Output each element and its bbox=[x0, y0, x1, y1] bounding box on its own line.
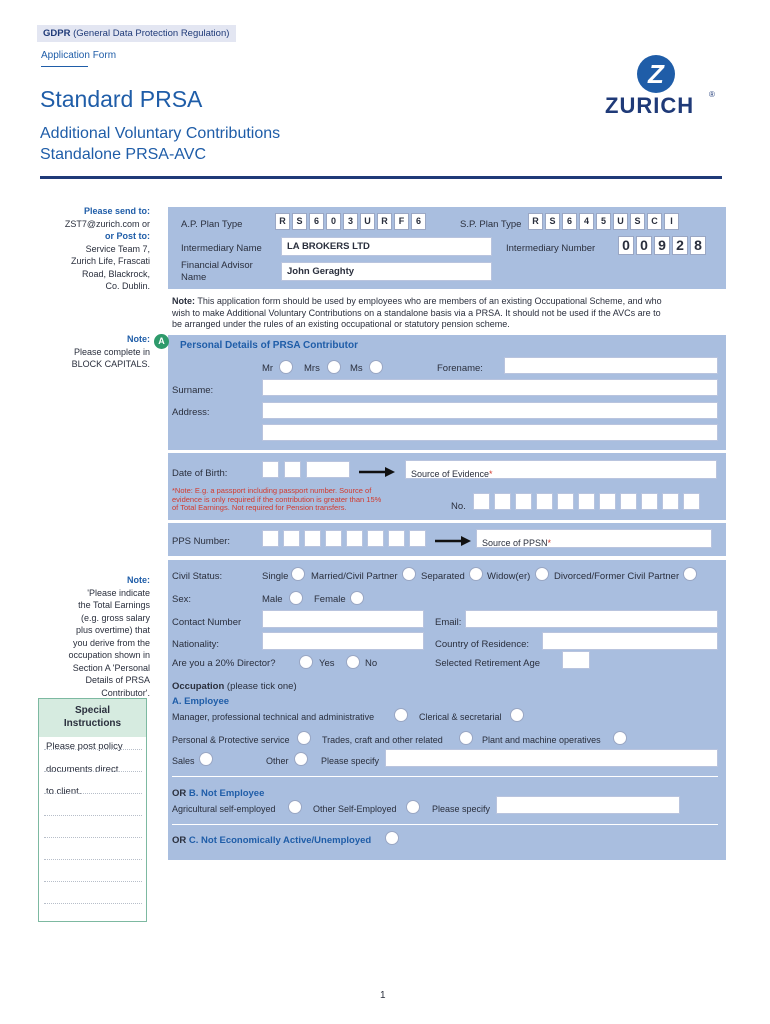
or-post-label: or Post to: bbox=[105, 231, 150, 241]
pps-number-box[interactable] bbox=[409, 530, 426, 547]
evidence-number-box[interactable] bbox=[620, 493, 637, 510]
dob-day-box[interactable] bbox=[262, 461, 279, 478]
instructions-rule bbox=[44, 815, 142, 816]
separated-radio[interactable] bbox=[469, 567, 483, 581]
address-field-line1[interactable] bbox=[262, 402, 718, 419]
male-label: Male bbox=[262, 594, 283, 605]
address-line: Zurich Life, Frascati bbox=[70, 256, 150, 266]
note-line: Details of PRSA bbox=[85, 675, 150, 685]
ap-plan-char[interactable]: U bbox=[360, 213, 375, 230]
mr-radio[interactable] bbox=[279, 360, 293, 374]
ap-plan-type-label: A.P. Plan Type bbox=[181, 219, 243, 230]
intermediary-number-label: Intermediary Number bbox=[506, 243, 596, 254]
not-active-heading: OR C. Not Economically Active/Unemployed bbox=[172, 835, 372, 846]
civil-status-label: Civil Status: bbox=[172, 571, 223, 582]
agricultural-label: Agricultural self-employed bbox=[172, 804, 276, 814]
mr-label: Mr bbox=[262, 363, 274, 374]
pps-number-box[interactable] bbox=[304, 530, 321, 547]
ap-plan-char[interactable]: R bbox=[377, 213, 392, 230]
header-rule bbox=[40, 176, 722, 179]
note-label: Note: bbox=[127, 575, 150, 585]
female-radio[interactable] bbox=[350, 591, 364, 605]
pps-number-box[interactable] bbox=[367, 530, 384, 547]
ap-plan-char[interactable]: 6 bbox=[309, 213, 324, 230]
evidence-number-box[interactable] bbox=[599, 493, 616, 510]
agricultural-radio[interactable] bbox=[288, 800, 302, 814]
ap-plan-char[interactable]: S bbox=[292, 213, 307, 230]
instructions-rule bbox=[44, 771, 142, 772]
evidence-number-box[interactable] bbox=[473, 493, 490, 510]
intermediary-number-digit[interactable]: 8 bbox=[690, 236, 706, 255]
separated-label: Separated bbox=[421, 571, 465, 582]
sp-plan-char[interactable]: S bbox=[545, 213, 560, 230]
protective-label: Personal & Protective service bbox=[172, 735, 290, 745]
instructions-rule bbox=[44, 881, 142, 882]
not-employee-heading: OR B. Not Employee bbox=[172, 788, 265, 799]
plant-radio[interactable] bbox=[613, 731, 627, 745]
application-note: Note: This application form should be used by employees who are members of an existing Occupational Scheme, and who wish to make Additional Voluntary Contributions on a standalone basis via a PRSA. It should not be used if the AVCs are to be arranged under the rules of an existing occupational or statutory pension scheme. bbox=[172, 296, 662, 329]
earnings-note bbox=[40, 574, 150, 699]
dob-year-box[interactable] bbox=[306, 461, 350, 478]
ms-radio[interactable] bbox=[369, 360, 383, 374]
intermediary-number-digit[interactable]: 2 bbox=[672, 236, 688, 255]
special-instructions-heading: Special Instructions bbox=[39, 699, 146, 737]
contact-number-label: Contact Number bbox=[172, 617, 242, 628]
dob-label: Date of Birth: bbox=[172, 468, 228, 479]
evidence-note: *Note: E.g. a passport including passport number. Source of evidence is only required if the contribution is greater than 15% of Total Earnings. Not required for Pension transfers. bbox=[172, 486, 382, 512]
sp-plan-char[interactable]: U bbox=[613, 213, 628, 230]
evidence-number-box[interactable] bbox=[578, 493, 595, 510]
application-form-underline bbox=[41, 66, 88, 67]
source-of-ppsn-field[interactable] bbox=[476, 529, 712, 548]
pps-label: PPS Number: bbox=[172, 536, 231, 547]
ap-plan-char[interactable]: F bbox=[394, 213, 409, 230]
please-specify-label: Please specify bbox=[321, 756, 380, 766]
instructions-rule bbox=[44, 903, 142, 904]
special-instructions-line: to client. bbox=[46, 786, 82, 797]
special-instructions-line: documents direct bbox=[46, 764, 119, 775]
surname-field[interactable] bbox=[262, 379, 718, 396]
instructions-rule bbox=[44, 859, 142, 860]
financial-advisor-label: Financial Advisor Name bbox=[181, 260, 253, 283]
protective-radio[interactable] bbox=[297, 731, 311, 745]
sp-plan-char[interactable]: 4 bbox=[579, 213, 594, 230]
forename-field[interactable] bbox=[504, 357, 718, 374]
evidence-number-box[interactable] bbox=[557, 493, 574, 510]
contact-number-field[interactable] bbox=[262, 610, 424, 628]
address-label: Address: bbox=[172, 407, 210, 418]
details-panel bbox=[168, 560, 726, 860]
self-employed-specify-field[interactable] bbox=[496, 796, 680, 814]
special-instructions-line: Please post policy bbox=[46, 741, 123, 752]
occupation-divider bbox=[172, 776, 718, 777]
note-line: (e.g. gross salary bbox=[80, 612, 150, 623]
sp-plan-char[interactable]: C bbox=[647, 213, 662, 230]
instructions-rule bbox=[44, 837, 142, 838]
note-line: occupation shown in bbox=[68, 650, 150, 660]
ap-plan-char[interactable]: 6 bbox=[411, 213, 426, 230]
single-label: Single bbox=[262, 571, 289, 582]
not-active-radio[interactable] bbox=[385, 831, 399, 845]
occupation-divider bbox=[172, 824, 718, 825]
evidence-no-label: No. bbox=[451, 501, 466, 512]
divorced-label: Divorced/Former Civil Partner bbox=[554, 571, 680, 582]
address-line: Co. Dublin. bbox=[105, 281, 150, 291]
evidence-number-boxes bbox=[473, 493, 700, 510]
gdpr-tag: GDPR (General Data Protection Regulation) bbox=[37, 25, 236, 42]
send-email: ZST7@zurich.com or bbox=[64, 218, 150, 229]
sp-plan-char[interactable]: S bbox=[630, 213, 645, 230]
other-specify-field[interactable] bbox=[385, 749, 718, 767]
other-radio[interactable] bbox=[294, 752, 308, 766]
source-of-ppsn-label: Source of PPSN bbox=[482, 538, 548, 548]
director-label: Are you a 20% Director? bbox=[172, 658, 276, 669]
page-number: 1 bbox=[380, 990, 386, 1001]
instructions-rule bbox=[44, 793, 142, 794]
note-line: the Total Earnings bbox=[78, 600, 150, 610]
nationality-label: Nationality: bbox=[172, 639, 219, 650]
section-a-title: Personal Details of PRSA Contributor bbox=[180, 340, 358, 351]
clerical-label: Clerical & secretarial bbox=[419, 712, 502, 722]
widow-label: Widow(er) bbox=[487, 571, 531, 582]
send-to-block bbox=[40, 205, 150, 293]
intermediary-name-field[interactable]: LA BROKERS LTD bbox=[281, 237, 492, 256]
forename-label: Forename: bbox=[437, 363, 483, 374]
sex-label: Sex: bbox=[172, 594, 192, 605]
mrs-radio[interactable] bbox=[327, 360, 341, 374]
evidence-number-box[interactable] bbox=[683, 493, 700, 510]
trades-label: Trades, craft and other related bbox=[322, 735, 443, 745]
email-field[interactable] bbox=[465, 610, 718, 628]
retirement-age-field[interactable] bbox=[562, 651, 590, 669]
other-self-employed-radio[interactable] bbox=[406, 800, 420, 814]
trades-radio[interactable] bbox=[459, 731, 473, 745]
subtitle-standalone: Standalone PRSA-AVC bbox=[40, 146, 207, 163]
ap-plan-type-boxes bbox=[275, 213, 426, 230]
sp-plan-char[interactable]: I bbox=[664, 213, 679, 230]
occupation-heading: Occupation (please tick one) bbox=[172, 681, 297, 692]
yes-label: Yes bbox=[319, 658, 335, 669]
director-yes-radio[interactable] bbox=[299, 655, 313, 669]
evidence-number-box[interactable] bbox=[662, 493, 679, 510]
divorced-radio[interactable] bbox=[683, 567, 697, 581]
married-radio[interactable] bbox=[402, 567, 416, 581]
required-star: * bbox=[489, 469, 493, 479]
no-label: No bbox=[365, 658, 378, 669]
single-radio[interactable] bbox=[291, 567, 305, 581]
arrow-right-icon bbox=[435, 535, 471, 547]
director-no-radio[interactable] bbox=[346, 655, 360, 669]
intermediary-number-boxes bbox=[618, 236, 706, 255]
note-line: BLOCK CAPITALS. bbox=[71, 359, 150, 369]
sp-plan-char[interactable]: 5 bbox=[596, 213, 611, 230]
note-label: Note: bbox=[127, 334, 150, 344]
intermediary-number-digit[interactable]: 0 bbox=[636, 236, 652, 255]
surname-label: Surname: bbox=[172, 385, 214, 396]
evidence-number-box[interactable] bbox=[536, 493, 553, 510]
email-label: Email: bbox=[435, 617, 462, 628]
sp-plan-char[interactable]: R bbox=[528, 213, 543, 230]
country-label: Country of Residence: bbox=[435, 639, 529, 650]
evidence-number-box[interactable] bbox=[641, 493, 658, 510]
other-label: Other bbox=[266, 756, 289, 766]
country-field[interactable] bbox=[542, 632, 718, 650]
financial-advisor-field[interactable]: John Geraghty bbox=[281, 262, 492, 281]
arrow-right-icon bbox=[359, 466, 395, 478]
zurich-logo-word: ZURICH bbox=[605, 93, 695, 118]
address-line: Service Team 7, bbox=[85, 243, 150, 254]
address-line: Road, Blackrock, bbox=[81, 268, 150, 279]
please-send-label: Please send to: bbox=[83, 206, 150, 216]
intermediary-number-digit[interactable]: 0 bbox=[618, 236, 634, 255]
subtitle-avc: Additional Voluntary Contributions bbox=[40, 125, 281, 142]
other-self-employed-label: Other Self-Employed bbox=[313, 804, 397, 814]
note-line: plus overtime) that bbox=[75, 625, 150, 635]
note-line: Section A 'Personal bbox=[72, 662, 150, 673]
retirement-age-label: Selected Retirement Age bbox=[435, 658, 541, 669]
pps-number-box[interactable] bbox=[388, 530, 405, 547]
sales-radio[interactable] bbox=[199, 752, 213, 766]
required-star: * bbox=[547, 538, 552, 548]
employee-heading: A. Employee bbox=[172, 696, 230, 707]
ap-plan-char[interactable]: R bbox=[275, 213, 290, 230]
evidence-number-box[interactable] bbox=[494, 493, 511, 510]
block-capitals-note bbox=[40, 333, 150, 371]
ap-plan-char[interactable]: 3 bbox=[343, 213, 358, 230]
registered-mark: ® bbox=[709, 90, 715, 99]
widow-radio[interactable] bbox=[535, 567, 549, 581]
married-label: Married/Civil Partner bbox=[311, 571, 398, 582]
clerical-radio[interactable] bbox=[510, 708, 524, 722]
pps-number-boxes bbox=[262, 530, 426, 547]
pps-number-box[interactable] bbox=[346, 530, 363, 547]
intermediary-number-digit[interactable]: 9 bbox=[654, 236, 670, 255]
ms-label: Ms bbox=[350, 363, 363, 374]
dob-month-box[interactable] bbox=[284, 461, 301, 478]
male-radio[interactable] bbox=[289, 591, 303, 605]
mrs-label: Mrs bbox=[304, 363, 320, 374]
source-of-evidence-label: Source of Evidence bbox=[411, 469, 490, 479]
application-form-label: Application Form bbox=[41, 50, 117, 61]
ap-plan-char[interactable]: 0 bbox=[326, 213, 341, 230]
note-line: you derive from the bbox=[72, 637, 150, 648]
note-line: Please complete in bbox=[73, 346, 150, 357]
zurich-logo-mark: Z bbox=[637, 55, 675, 93]
manager-radio[interactable] bbox=[394, 708, 408, 722]
evidence-number-box[interactable] bbox=[515, 493, 532, 510]
nationality-field[interactable] bbox=[262, 632, 424, 650]
sp-plan-char[interactable]: 6 bbox=[562, 213, 577, 230]
plant-label: Plant and machine operatives bbox=[482, 735, 601, 745]
pps-number-box[interactable] bbox=[325, 530, 342, 547]
please-specify-label-2: Please specify bbox=[432, 804, 491, 814]
page-title: Standard PRSA bbox=[40, 86, 203, 112]
sp-plan-type-label: S.P. Plan Type bbox=[460, 219, 522, 230]
sp-plan-type-boxes bbox=[528, 213, 679, 230]
sales-label: Sales bbox=[172, 756, 195, 766]
instructions-rule bbox=[44, 749, 142, 750]
pps-number-box[interactable] bbox=[262, 530, 279, 547]
note-line: Contributor'. bbox=[101, 687, 150, 698]
intermediary-name-label: Intermediary Name bbox=[181, 243, 262, 254]
section-a-badge: A bbox=[154, 334, 169, 349]
manager-label: Manager, professional technical and administrative bbox=[172, 712, 375, 722]
source-of-evidence-field[interactable] bbox=[405, 460, 717, 479]
female-label: Female bbox=[314, 594, 346, 605]
address-field-line2[interactable] bbox=[262, 424, 718, 441]
pps-number-box[interactable] bbox=[283, 530, 300, 547]
note-line: 'Please indicate bbox=[87, 587, 150, 598]
